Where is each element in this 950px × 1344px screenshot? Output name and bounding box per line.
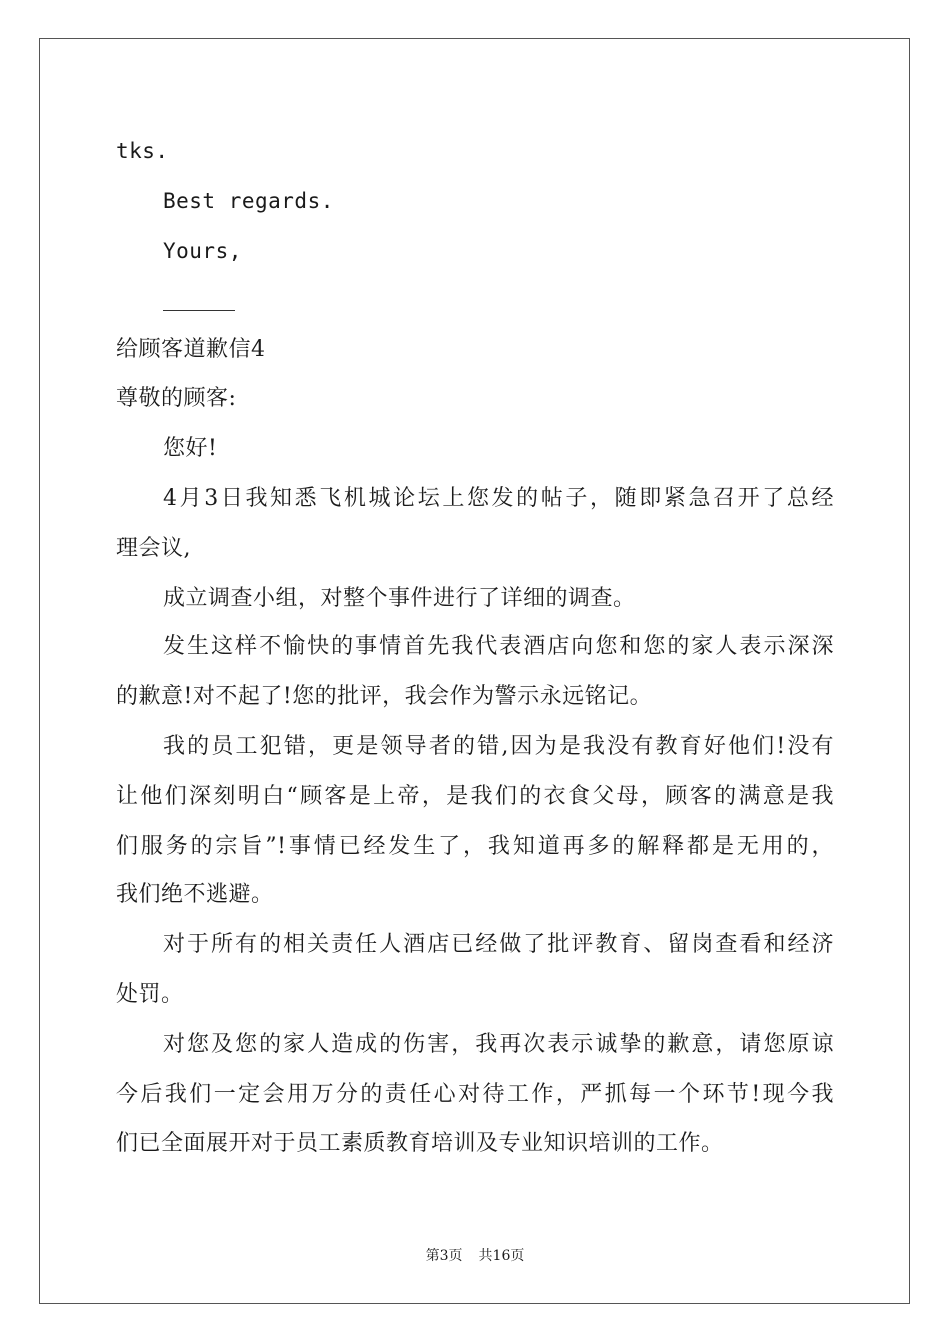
paragraph-line: 的歉意!对不起了!您的批评，我会作为警示永远铭记。: [116, 684, 653, 709]
paragraph-line: 对于所有的相关责任人酒店已经做了批评教育、留岗查看和经济: [163, 932, 834, 957]
paragraph-line: 们服务的宗旨”!事情已经发生了，我知道再多的解释都是无用的，: [116, 834, 834, 859]
paragraph-line: 成立调查小组，对整个事件进行了详细的调查。: [163, 586, 636, 611]
page-number: 第3页: [425, 1248, 463, 1264]
paragraph-line: 们已全面展开对于员工素质教育培训及专业知识培训的工作。: [116, 1131, 724, 1156]
page-footer: [0, 1247, 950, 1265]
paragraph-line: 让他们深刻明白“顾客是上帝，是我们的衣食父母，顾客的满意是我: [116, 784, 834, 809]
page-border: [39, 38, 910, 1304]
paragraph-line: 今后我们一定会用万分的责任心对待工作，严抓每一个环节!现今我: [116, 1082, 834, 1107]
letter-text-tks: tks.: [116, 139, 169, 163]
section-heading: 给顾客道歉信4: [116, 337, 266, 362]
paragraph-line: 处罚。: [116, 982, 184, 1007]
page-total: 共16页: [478, 1248, 525, 1264]
salutation: 尊敬的顾客:: [116, 386, 237, 411]
signature-line: [163, 310, 235, 311]
paragraph-line: 我们绝不逃避。: [116, 882, 274, 907]
paragraph-line: 4月3日我知悉飞机城论坛上您发的帖子，随即紧急召开了总经: [163, 486, 834, 511]
letter-signoff: Yours,: [163, 239, 242, 263]
paragraph-line: 我的员工犯错，更是领导者的错,因为是我没有教育好他们!没有: [163, 734, 834, 759]
letter-closing: Best regards.: [163, 189, 334, 213]
paragraph-line: 对您及您的家人造成的伤害，我再次表示诚挚的歉意，请您原谅: [163, 1032, 834, 1057]
paragraph-line: 发生这样不愉快的事情首先我代表酒店向您和您的家人表示深深: [163, 634, 834, 659]
greeting: 您好!: [163, 436, 218, 461]
paragraph-line: 理会议,: [116, 536, 191, 561]
